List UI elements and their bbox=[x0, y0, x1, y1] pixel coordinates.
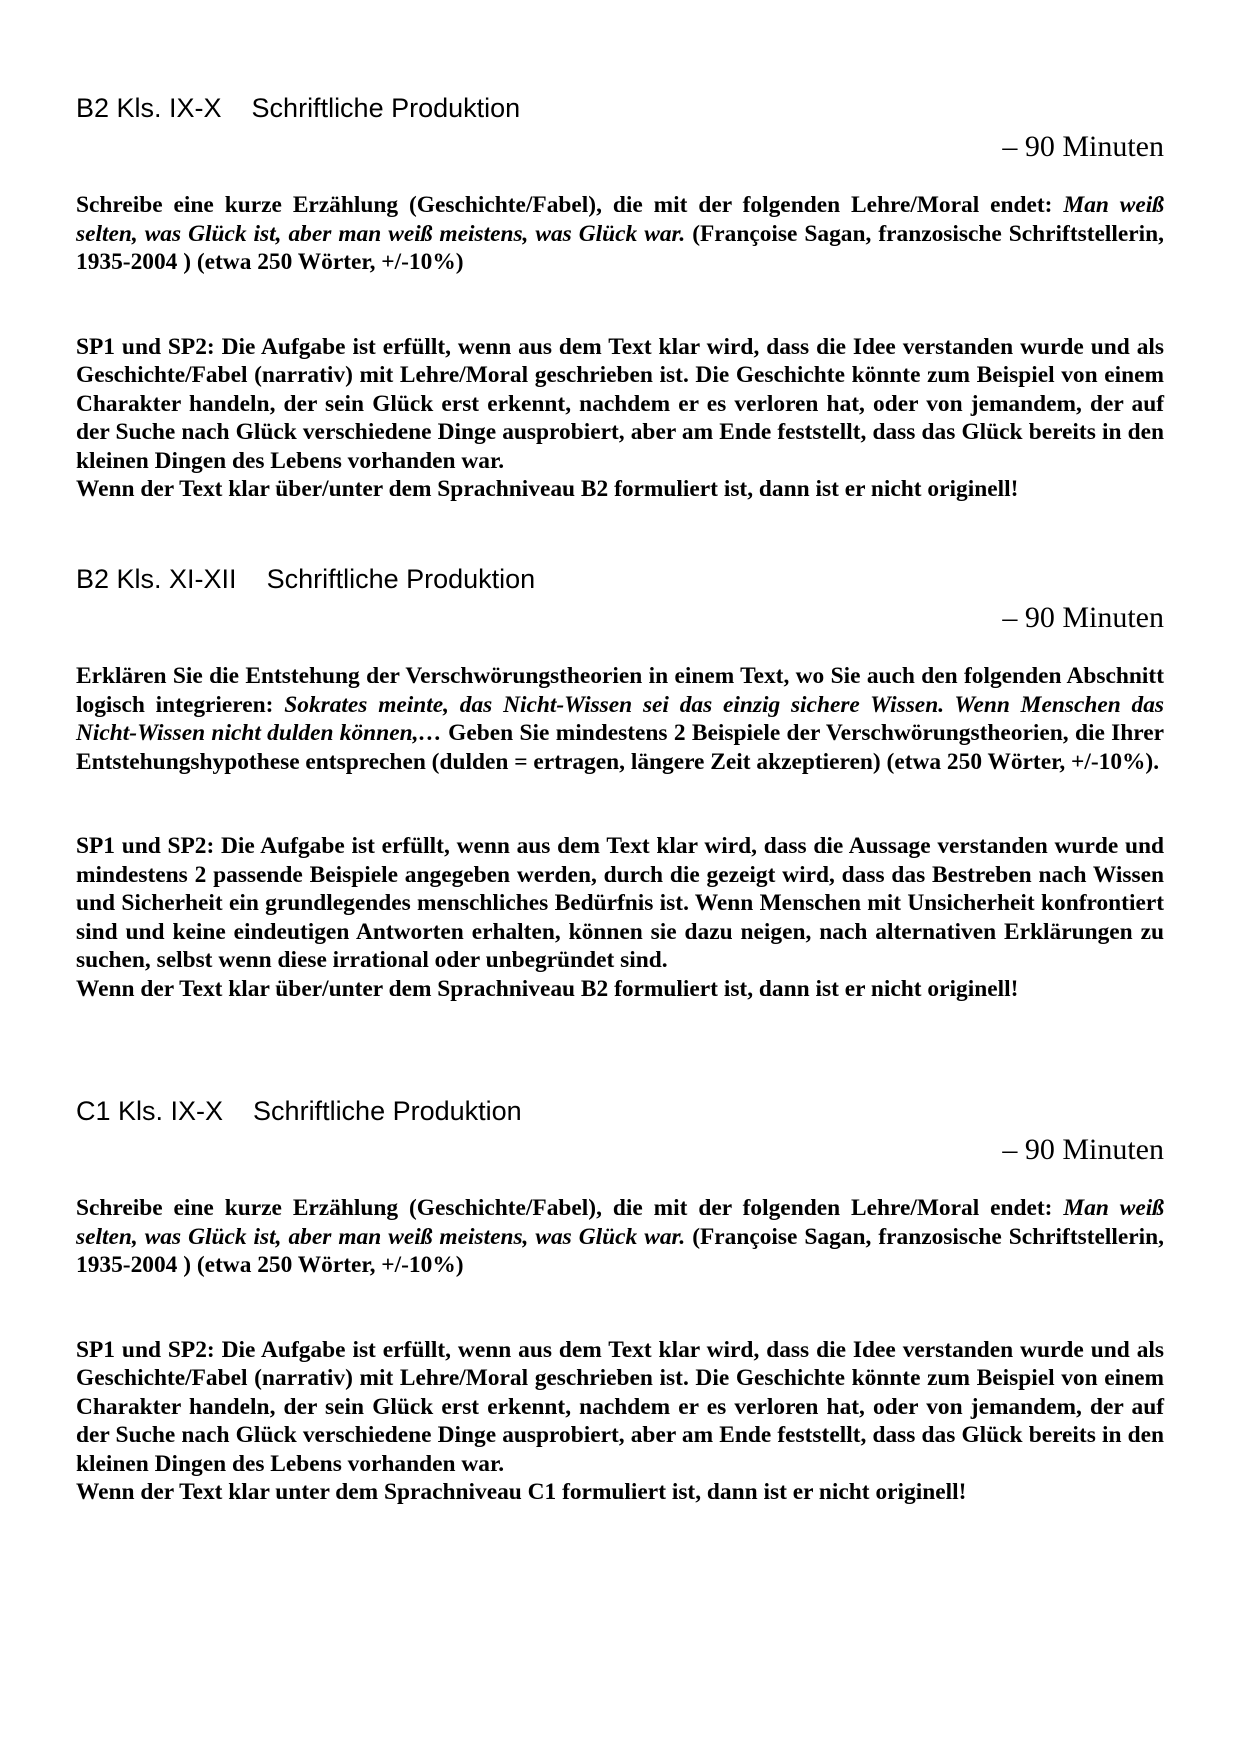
section-b2-xi-xii bbox=[76, 563, 1164, 1003]
section-duration: – 90 Minuten bbox=[1002, 601, 1164, 634]
originality-note: Wenn der Text klar über/unter dem Sprachniveau B2 formuliert ist, dann ist er nicht originell! bbox=[76, 975, 1019, 1002]
task-intro: Schreibe eine kurze Erzählung (Geschichte/Fabel), die mit der folgenden Lehre/Moral endet: bbox=[76, 192, 1064, 218]
task-text bbox=[76, 1194, 1164, 1280]
originality-note: Wenn der Text klar über/unter dem Sprachniveau B2 formuliert ist, dann ist er nicht originell! bbox=[76, 476, 1019, 502]
task-quote: Man weiß selten, was Glück ist, aber man weiß meistens, was Glück war. bbox=[76, 192, 1164, 247]
section-duration: – 90 Minuten bbox=[1002, 1133, 1164, 1166]
task-text bbox=[76, 191, 1164, 277]
evaluation-criteria bbox=[76, 1336, 1164, 1507]
originality-note: Wenn der Text klar unter dem Sprachniveau C1 formuliert ist, dann ist er nicht originell! bbox=[76, 1479, 967, 1505]
task-quote: Man weiß selten, was Glück ist, aber man weiß meistens, was Glück war. bbox=[76, 1195, 1164, 1250]
section-level: C1 Kls. IX-X bbox=[76, 1096, 224, 1126]
task-intro: Erklären Sie die Entstehung der Verschwörungstheorien in einem Text, wo Sie auch den folgenden Abschnitt logisch integrieren: bbox=[76, 663, 1164, 718]
task-quote: Sokrates meinte, das Nicht-Wissen sei das einzig sichere Wissen. Wenn Menschen das Nicht-Wissen nicht dulden können,… bbox=[76, 691, 1164, 746]
task-details: (Françoise Sagan, franzosische Schriftstellerin, 1935-2004 ) (etwa 250 Wörter, +/-10%) bbox=[76, 1223, 1164, 1278]
evaluation-criteria bbox=[76, 333, 1164, 504]
criteria-text: SP1 und SP2: Die Aufgabe ist erfüllt, wenn aus dem Text klar wird, dass die Idee verstanden wurde und als Geschichte/Fabel (narrativ) mit Lehre/Moral geschrieben ist. Die Geschichte könnte zum Beispiel von einem Charakter handeln, der sein Glück erst erkennt, nachdem er es verloren hat, oder von jemandem, der auf der Suche nach Glück verschiedene Dinge ausprobiert, aber am Ende feststellt, dass das Glück bereits in den kleinen Dingen des Lebens vorhanden war. bbox=[76, 1336, 1164, 1477]
task-intro: Schreibe eine kurze Erzählung (Geschichte/Fabel), die mit der folgenden Lehre/Moral endet: bbox=[76, 1195, 1064, 1221]
section-level: B2 Kls. IX-X bbox=[76, 93, 222, 123]
section-b2-ix-x bbox=[76, 92, 1164, 504]
criteria-text: SP1 und SP2: Die Aufgabe ist erfüllt, wenn aus dem Text klar wird, dass die Aussage verstanden wurde und mindestens 2 passende Beispiele angegeben werden, durch die gezeigt wird, dass das Bestreben nach Wissen und Sicherheit ein grundlegendes menschliches Bedürfnis ist. Wenn Menschen mit Unsicherheit konfrontiert sind und keine eindeutigen Antworten erhalten, können sie dazu neigen, nach alternativen Erklärungen zu suchen, selbst wenn diese irrational oder unbegründet sind. bbox=[76, 833, 1164, 973]
section-c1-ix-x bbox=[76, 1095, 1164, 1507]
section-heading bbox=[76, 563, 1164, 595]
evaluation-criteria bbox=[76, 832, 1164, 1003]
section-heading bbox=[76, 1095, 1164, 1127]
section-duration: – 90 Minuten bbox=[1002, 130, 1164, 163]
section-title: Schriftliche Produktion bbox=[253, 1096, 522, 1126]
task-text bbox=[76, 662, 1164, 776]
section-heading bbox=[76, 92, 1164, 124]
task-details: (Françoise Sagan, franzosische Schriftstellerin, 1935-2004 ) (etwa 250 Wörter, +/-10%) bbox=[76, 220, 1164, 275]
section-title: Schriftliche Produktion bbox=[251, 93, 521, 123]
section-level: B2 Kls. XI-XII bbox=[76, 564, 237, 594]
criteria-text: SP1 und SP2: Die Aufgabe ist erfüllt, wenn aus dem Text klar wird, dass die Idee verstanden wurde und als Geschichte/Fabel (narrativ) mit Lehre/Moral geschrieben ist. Die Geschichte könnte zum Beispiel von einem Charakter handeln, der sein Glück erst erkennt, nachdem er es verloren hat, oder von jemandem, der auf der Suche nach Glück verschiedene Dinge ausprobiert, aber am Ende feststellt, dass das Glück bereits in den kleinen Dingen des Lebens vorhanden war. bbox=[76, 333, 1164, 474]
section-title: Schriftliche Produktion bbox=[266, 564, 536, 594]
task-details: Geben Sie mindestens 2 Beispiele der Verschwörungstheorien, die Ihrer Entstehungshypothese entsprechen (dulden = ertragen, längere Zeit akzeptieren) (etwa 250 Wörter, +/-10%). bbox=[76, 720, 1165, 775]
